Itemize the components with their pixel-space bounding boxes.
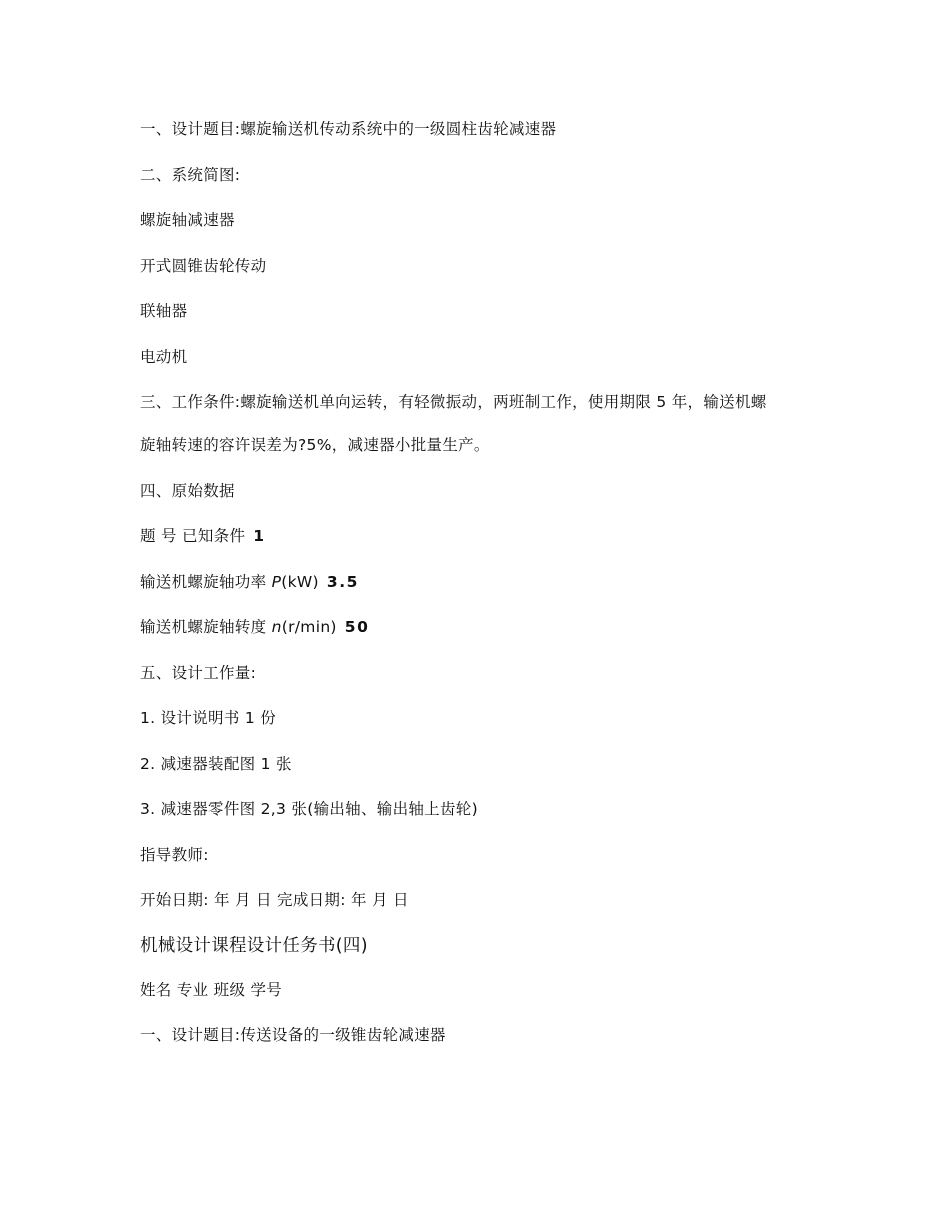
next-design-topic-line: 一、设计题目:传送设备的一级锥齿轮减速器 [140, 1026, 446, 1044]
system-diagram-heading: 二、系统简图: [140, 165, 241, 184]
workload-heading: 五、设计工作量: [140, 663, 257, 682]
speed-row [140, 614, 815, 641]
diagram-label-reducer: 螺旋轴减速器 [140, 211, 235, 229]
power-unit: (kW) [281, 572, 319, 591]
working-conditions-line: 三、工作条件:螺旋输送机单向运转，有轻微振动，两班制工作，使用期限 5 年，输送机螺 [140, 393, 767, 411]
power-value: 3.5 [326, 572, 359, 591]
design-topic-line: 一、设计题目:螺旋输送机传动系统中的一级圆柱齿轮减速器 [140, 120, 557, 138]
instructor-line: 指导教师: [140, 845, 209, 864]
table-header-value: 1 [253, 527, 266, 545]
table-header-label: 题 号 已知条件 [140, 527, 246, 545]
speed-unit: (r/min) [281, 618, 337, 636]
document-body [140, 116, 815, 1068]
speed-label-prefix: 输送机螺旋轴转度 [140, 618, 272, 636]
power-label-prefix: 输送机螺旋轴功率 [140, 572, 272, 591]
diagram-label-motor: 电动机 [140, 347, 188, 366]
diagram-label-bevel-gear: 开式圆锥齿轮传动 [140, 256, 267, 275]
speed-symbol: n [271, 618, 282, 636]
section-title: 机械设计课程设计任务书(四) [140, 935, 368, 956]
speed-value: 50 [344, 618, 370, 636]
workload-item: 2. 减速器装配图 1 张 [140, 754, 292, 773]
workload-item: 1. 设计说明书 1 份 [140, 709, 277, 727]
dates-line: 开始日期: 年 月 日 完成日期: 年 月 日 [140, 891, 409, 909]
diagram-label-coupling: 联轴器 [140, 302, 188, 320]
power-symbol: P [271, 572, 282, 591]
workload-item: 3. 减速器零件图 2,3 张(输出轴、输出轴上齿轮) [140, 800, 478, 818]
table-header-row [140, 523, 815, 550]
original-data-heading: 四、原始数据 [140, 481, 235, 500]
working-conditions-continued: 旋轴转速的容许误差为?5%，减速器小批量生产。 [140, 436, 490, 454]
power-row [140, 569, 815, 596]
student-info-line: 姓名 专业 班级 学号 [140, 980, 283, 999]
